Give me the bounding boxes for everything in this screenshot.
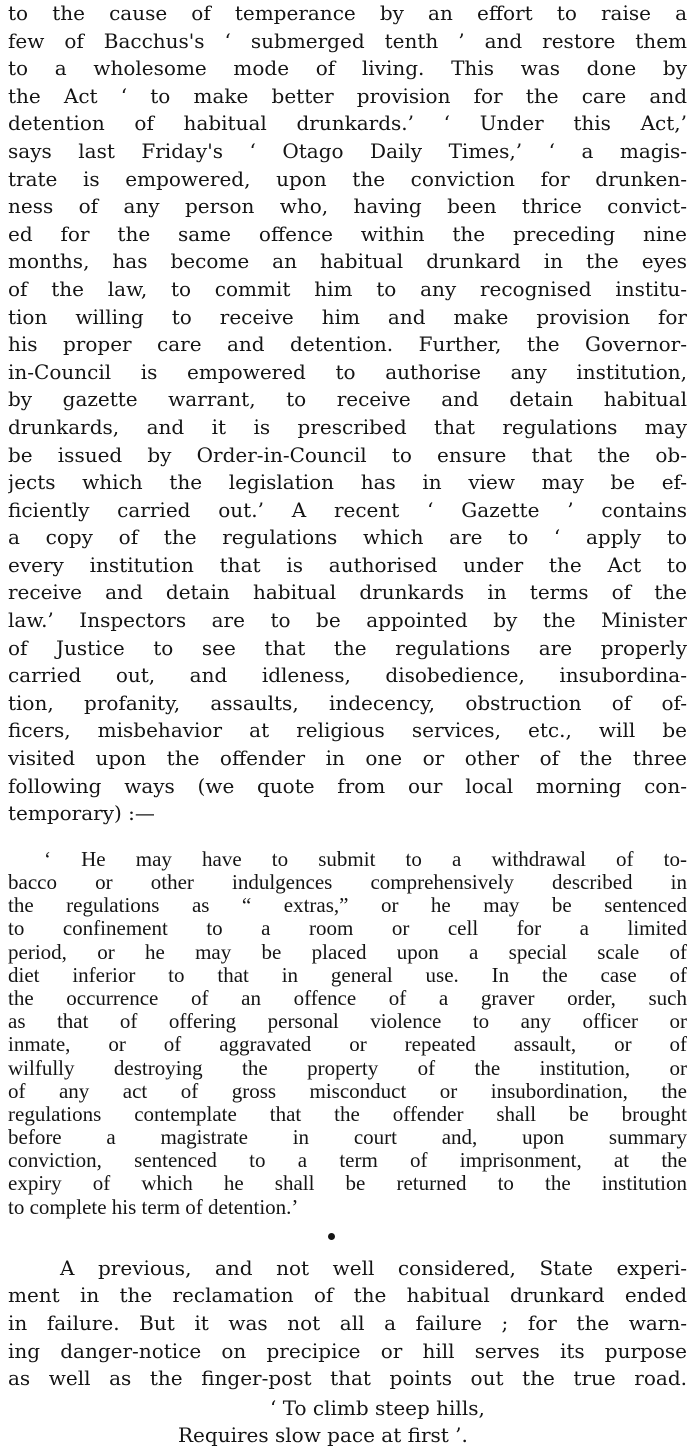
quote-line: before a magistrate in court and, upon summary [8,1126,687,1150]
text-line: detention of habitual drunkards.’ ‘ Under this Act,’ [8,111,687,136]
quote-line: inmate, or of aggravated or repeated assault, or of [8,1033,687,1057]
text-line: ment in the reclamation of the habitual drunkard ended [8,1283,687,1308]
text-line: ficers, misbehavior at religious services, etc., will be [8,718,687,743]
quote-line: diet inferior to that in general use. In the case of [8,963,687,987]
quote-line: wilfully destroying the property of the institution, or [8,1056,687,1080]
verse-line: Requires slow pace at first ’. [178,1422,468,1447]
text-line: to a wholesome mode of living. This was done by [8,56,687,81]
text-line: visited upon the offender in one or other of the three [8,746,687,771]
text-line: A previous, and not well considered, State experi- [60,1255,687,1280]
text-line: as well as the finger-post that points out the true road. [8,1366,687,1391]
text-line: in failure. But it was not all a failure ; for the warn- [8,1311,687,1335]
text-line: jects which the legislation has in view may be ef- [8,470,687,495]
quote-line: ‘ He may have to submit to a withdrawal of to- [44,847,687,871]
quote-line: regulations contemplate that the offender shall be brought [8,1102,687,1126]
quote-line: to complete his term of detention.’ [8,1195,299,1219]
section-separator [8,1219,687,1255]
quote-line: bacco or other indulgences comprehensively described in [8,871,687,894]
text-line: tion, profanity, assaults, indecency, obstruction of of- [8,690,687,715]
text-line: the Act ‘ to make better provision for the care and [8,83,687,108]
paragraph-temperance-act [8,0,687,828]
regulations-quote [8,848,687,1219]
text-line: carried out, and idleness, disobedience, insubordina- [8,663,687,688]
quote-line: conviction, sentenced to a term of imprisonment, at the [8,1149,687,1173]
quote-line: period, or he may be placed upon a special scale of [8,940,687,964]
text-line: law.’ Inspectors are to be appointed by the Minister [8,608,687,633]
text-line: in-Council is empowered to authorise any institution, [8,359,687,384]
text-line: says last Friday's ‘ Otago Daily Times,’ ‘ a magis- [8,138,687,163]
text-line: to the cause of temperance by an effort to raise a [8,1,687,25]
separator-dot-icon [328,1233,335,1240]
quote-line: the occurrence of an offence of a graver order, such [8,986,687,1010]
text-line: his proper care and detention. Further, the Governor- [8,332,687,357]
text-line: months, has become an habitual drunkard in the eyes [8,249,687,274]
text-line: temporary) :— [8,801,155,826]
text-line: a copy of the regulations which are to ‘ apply to [8,525,687,550]
verse-line: ‘ To climb steep hills, [270,1395,485,1420]
text-line: drunkards, and it is prescribed that regulations may [8,414,687,439]
text-line: few of Bacchus's ‘ submerged tenth ’ and restore them [8,28,687,53]
text-line: receive and detain habitual drunkards in terms of the [8,580,687,605]
text-line: ed for the same offence within the preceding nine [8,221,687,246]
quote-line: expiry of which he shall be returned to the institution [8,1172,687,1196]
text-line: be issued by Order-in-Council to ensure that the ob- [8,442,687,467]
text-line: ficiently carried out.’ A recent ‘ Gazette ’ contains [8,497,687,522]
text-line: by gazette warrant, to receive and detain habitual [8,387,687,412]
quote-line: to confinement to a room or cell for a limited [8,917,687,941]
quote-line: as that of offering personal violence to any officer or [8,1010,687,1034]
text-line: following ways (we quote from our local morning con- [8,773,687,798]
text-line: of the law, to commit him to any recognised institu- [8,276,687,301]
quote-line: the regulations as “ extras,” or he may be sentenced [8,894,687,918]
paragraph-state-experiment [8,1255,687,1393]
text-line: every institution that is authorised under the Act to [8,552,687,577]
text-line: of Justice to see that the regulations are properly [8,635,687,660]
text-line: tion willing to receive him and make provision for [8,304,687,329]
text-line: trate is empowered, upon the conviction for drunken- [8,166,687,191]
quote-line: of any act of gross misconduct or insubordination, the [8,1079,687,1103]
text-line: ing danger-notice on precipice or hill serves its purpose [8,1338,687,1363]
text-line: ness of any person who, having been thrice convict- [8,194,687,219]
